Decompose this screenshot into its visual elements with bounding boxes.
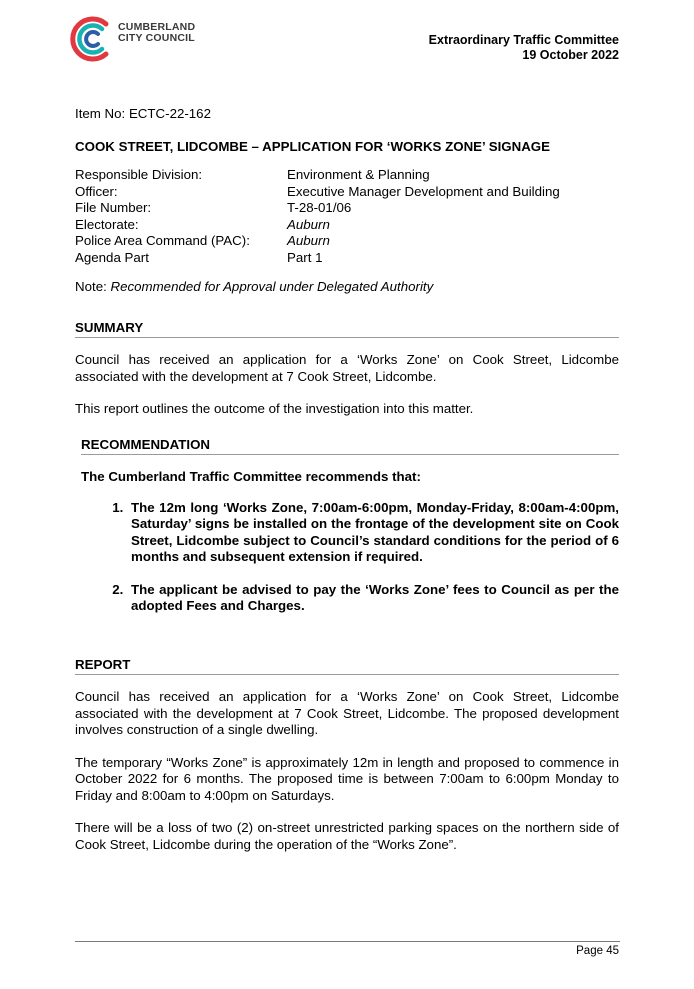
metadata-row bbox=[75, 217, 560, 234]
recommendation-section bbox=[81, 437, 619, 615]
meeting-date: 19 October 2022 bbox=[522, 48, 619, 62]
metadata-value: Auburn bbox=[287, 216, 330, 232]
metadata-value: Environment & Planning bbox=[287, 167, 430, 182]
metadata-label: Officer: bbox=[75, 183, 118, 199]
metadata-row bbox=[75, 250, 560, 267]
metadata-row bbox=[75, 184, 560, 201]
recommendation-item: 1. The 12m long ‘Works Zone, 7:00am-6:00pm, Monday-Friday, 8:00am-4:00pm, Saturday’ signs be installed on the frontage of the development site on Cook Street, Lidcombe subject to Council’s standard conditions for the period of 6 months and subsequent extension if required. bbox=[127, 500, 619, 566]
summary-paragraph-2: This report outlines the outcome of the investigation into this matter. bbox=[75, 401, 474, 416]
logo-line-1: CUMBERLAND bbox=[118, 21, 196, 33]
metadata-row bbox=[75, 167, 560, 184]
page-number: Page 45 bbox=[576, 945, 619, 957]
item-title: COOK STREET, LIDCOMBE – APPLICATION FOR ‘WORKS ZONE’ SIGNAGE bbox=[75, 138, 551, 154]
metadata-label: Agenda Part bbox=[75, 249, 149, 265]
summary-paragraph-1: Council has received an application for a ‘Works Zone’ on Cook Street, Lidcombe associated with the development at 7 Cook Street, Lidcombe. bbox=[75, 352, 619, 384]
metadata-value: T-28-01/06 bbox=[287, 200, 352, 215]
approval-note bbox=[75, 279, 619, 296]
logo-line-2: CITY COUNCIL bbox=[118, 32, 195, 44]
metadata-label: Responsible Division: bbox=[75, 167, 203, 182]
summary-heading: SUMMARY bbox=[75, 320, 619, 339]
recommendation-heading: RECOMMENDATION bbox=[81, 437, 619, 456]
metadata-label: Police Area Command (PAC): bbox=[75, 233, 250, 248]
metadata-row bbox=[75, 233, 560, 250]
logo-mark-icon bbox=[73, 19, 106, 59]
recommendation-item: 2. The applicant be advised to pay the ‘Works Zone’ fees to Council as per the adopted Fees and Charges. bbox=[127, 582, 619, 615]
report-paragraph-3: There will be a loss of two (2) on-street unrestricted parking spaces on the northern side of Cook Street, Lidcombe during the operation of the “Works Zone”. bbox=[75, 820, 619, 852]
metadata-row bbox=[75, 200, 560, 217]
recommendation-intro: The Cumberland Traffic Committee recommends that: bbox=[81, 469, 421, 484]
report-heading: REPORT bbox=[75, 657, 619, 676]
metadata-value: Auburn bbox=[287, 233, 330, 248]
logo-wordmark bbox=[118, 22, 195, 44]
note-text: Recommended for Approval under Delegated Authority bbox=[110, 279, 434, 294]
footer-divider bbox=[75, 941, 620, 942]
document-header bbox=[429, 33, 619, 63]
recommendation-list bbox=[81, 500, 619, 615]
item-number: Item No: ECTC-22-162 bbox=[75, 106, 211, 121]
committee-name: Extraordinary Traffic Committee bbox=[428, 33, 619, 47]
metadata-value: Executive Manager Development and Building bbox=[287, 183, 560, 199]
metadata-label: Electorate: bbox=[75, 216, 139, 232]
metadata-label: File Number: bbox=[75, 200, 152, 215]
document-body bbox=[75, 106, 619, 853]
note-prefix: Note: bbox=[75, 279, 111, 294]
metadata-value: Part 1 bbox=[287, 249, 323, 265]
report-paragraph-2: The temporary “Works Zone” is approximately 12m in length and proposed to commence in October 2022 for 6 months. The proposed time is between 7:00am to 6:00pm Monday to Friday and 8:00am to 4:00pm on Saturdays. bbox=[75, 754, 619, 803]
report-paragraph-1: Council has received an application for a ‘Works Zone’ on Cook Street, Lidcombe associated with the development at 7 Cook Street, Lidcombe. The proposed development involves construction of a single dwelling. bbox=[75, 689, 619, 737]
item-metadata bbox=[75, 167, 560, 266]
